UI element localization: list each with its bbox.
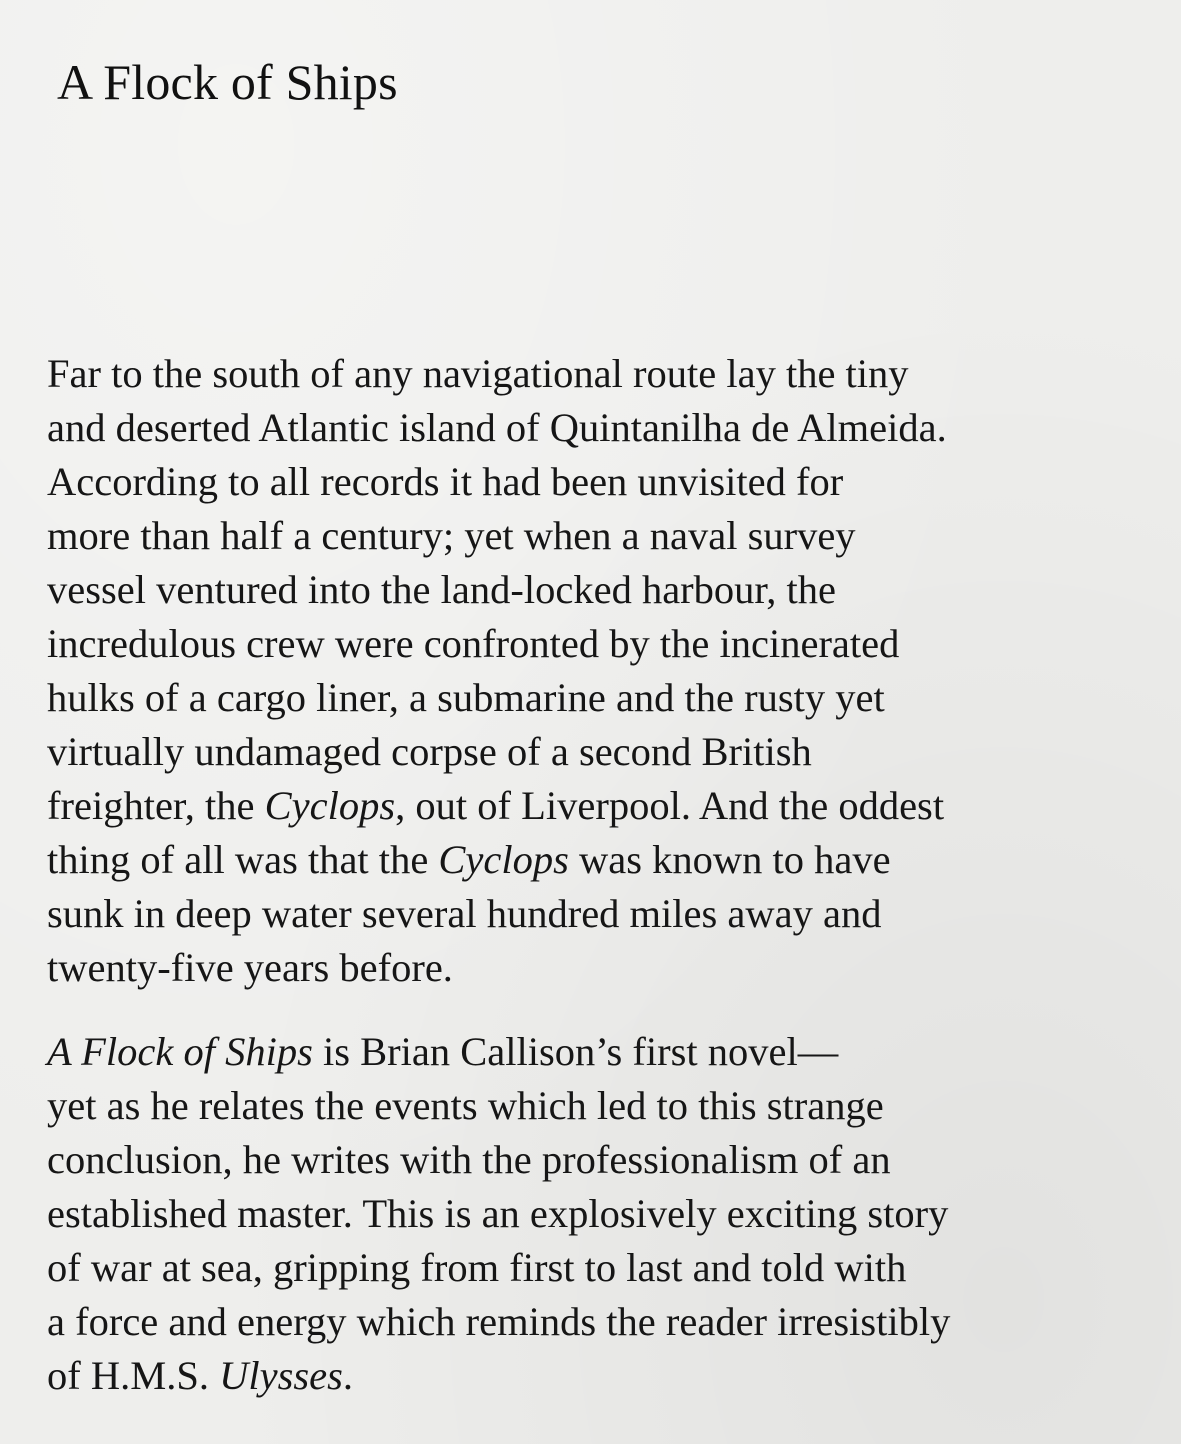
text-segment: is Brian Callison’s first novel— — [312, 1029, 839, 1074]
text-line — [47, 455, 1172, 509]
text-line — [47, 1349, 1172, 1403]
text-segment: more than half a century; yet when a naval survey — [47, 513, 856, 558]
text-segment: was known to have — [568, 837, 891, 882]
text-segment: virtually undamaged corpse of a second British — [47, 729, 812, 774]
text-line — [47, 347, 1172, 401]
text-segment: vessel ventured into the land-locked harbour, the — [47, 567, 836, 612]
book-title: A Flock of Ships — [57, 54, 398, 110]
italic-title-text: A Flock of Ships — [47, 1029, 313, 1074]
text-segment: of H.M.S. — [47, 1353, 220, 1398]
text-segment: sunk in deep water several hundred miles away and — [47, 891, 882, 936]
text-line — [47, 833, 1172, 887]
text-segment: twenty-five years before. — [47, 945, 453, 990]
italic-title-text: Cyclops — [438, 837, 569, 882]
text-segment: yet as he relates the events which led to this strange — [47, 1083, 884, 1128]
blurb-paragraph-1 — [47, 347, 1172, 995]
text-segment: conclusion, he writes with the professionalism of an — [47, 1137, 891, 1182]
text-line — [47, 1133, 1172, 1187]
text-line — [47, 725, 1172, 779]
text-segment: and deserted Atlantic island of Quintanilha de Almeida. — [47, 405, 947, 450]
text-line — [47, 671, 1172, 725]
text-line — [47, 779, 1172, 833]
text-line — [47, 1079, 1172, 1133]
text-segment: , out of Liverpool. And the oddest — [395, 783, 945, 828]
text-segment: incredulous crew were confronted by the incinerated — [47, 621, 900, 666]
text-segment: hulks of a cargo liner, a submarine and the rusty yet — [47, 675, 885, 720]
text-line — [47, 509, 1172, 563]
text-segment: established master. This is an explosively exciting story — [47, 1191, 949, 1236]
text-segment: thing of all was that the — [47, 837, 439, 882]
text-line — [47, 563, 1172, 617]
blurb-paragraph-2 — [47, 1025, 1172, 1403]
text-segment: of war at sea, gripping from first to last and told with — [47, 1245, 907, 1290]
text-segment: freighter, the — [47, 783, 265, 828]
text-segment: a force and energy which reminds the reader irresistibly — [47, 1299, 951, 1344]
text-line — [47, 401, 1172, 455]
italic-title-text: Cyclops — [264, 783, 396, 828]
text-line — [47, 1241, 1172, 1295]
text-line — [47, 1025, 1172, 1079]
text-line — [47, 617, 1172, 671]
text-segment: Far to the south of any navigational route lay the tiny — [47, 351, 909, 396]
text-line — [47, 941, 1172, 995]
text-line — [47, 887, 1172, 941]
text-line — [47, 1187, 1172, 1241]
text-segment: . — [342, 1353, 354, 1398]
text-line — [47, 1295, 1172, 1349]
italic-title-text: Ulysses — [219, 1353, 343, 1398]
text-segment: According to all records it had been unvisited for — [47, 459, 844, 504]
